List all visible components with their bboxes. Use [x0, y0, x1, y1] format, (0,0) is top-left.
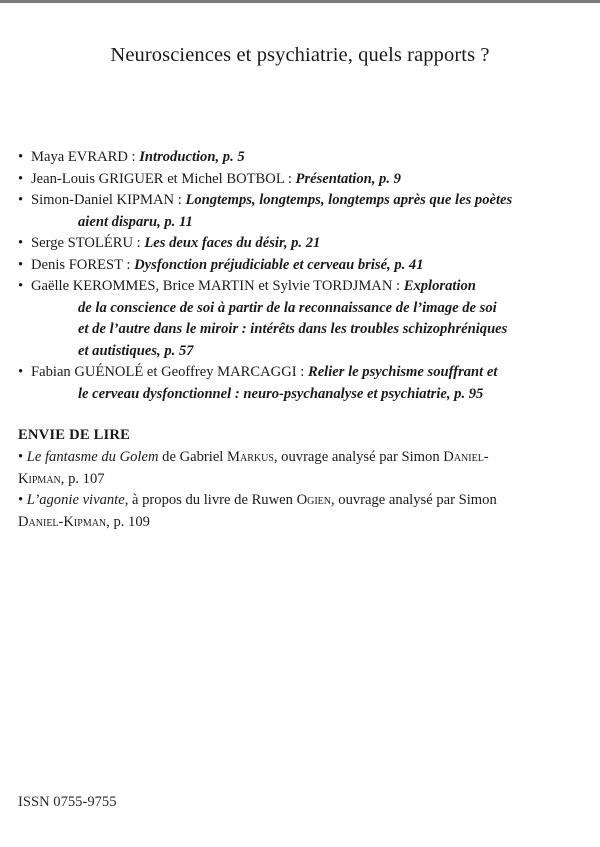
table-of-contents [18, 147, 588, 405]
toc-article-title: Relier le psychisme souffrant et [307, 364, 498, 380]
page-reference: , p. 109 [106, 513, 150, 530]
toc-article-title: Les deux faces du désir, p. 21 [144, 235, 321, 251]
book-title: Le fantasme du Golem [26, 449, 159, 465]
toc-author: Maya EVRARD : [31, 149, 140, 165]
item-text: à propos du livre de Ruwen [128, 492, 297, 508]
toc-article-title: Présentation, p. 9 [295, 170, 401, 187]
toc-item [18, 190, 588, 233]
page-title: Neurosciences et psychiatrie, quels rapports ? [110, 44, 490, 66]
bullet-icon: • [18, 278, 24, 294]
toc-article-title: Exploration [403, 278, 476, 294]
toc-item [18, 233, 588, 255]
toc-author: Serge STOLÉRU : [31, 235, 145, 251]
toc-author: Simon-Daniel KIPMAN : [31, 192, 186, 208]
bullet-icon: • [18, 492, 27, 508]
bullet-icon: • [18, 149, 24, 165]
reviewer-name-continued: Kipman [18, 470, 61, 487]
issn-number: ISSN 0755-9755 [18, 794, 117, 810]
bullet-icon: • [18, 256, 24, 273]
toc-article-title: Longtemps, longtemps, longtemps après que les poètes [185, 192, 513, 208]
toc-article-title: Introduction, p. 5 [139, 149, 245, 165]
toc-item [18, 255, 588, 277]
bullet-icon: • [18, 364, 24, 380]
toc-article-title-continued: et autistiques, p. 57 [78, 342, 194, 359]
toc-author: Denis FOREST : [31, 256, 135, 273]
top-rule [0, 0, 600, 3]
book-title: L’agonie vivante, [26, 492, 129, 508]
item-text: , ouvrage analysé par Simon [273, 449, 444, 465]
book-author: Ogien [296, 492, 331, 508]
bullet-icon: • [18, 449, 27, 465]
toc-item [18, 362, 588, 405]
reviewer-name: Daniel- [443, 449, 489, 465]
item-text: de Gabriel [158, 449, 227, 465]
section-heading: ENVIE DE LIRE [18, 427, 131, 443]
toc-item [18, 169, 588, 191]
toc-author: Fabian GUÉNOLÉ et Geoffrey MARCAGGI : [31, 364, 308, 380]
bullet-icon: • [18, 192, 24, 208]
toc-article-title-continued: le cerveau dysfonctionnel : neuro-psychanalyse et psychiatrie, p. 95 [78, 385, 484, 402]
reading-list [18, 447, 588, 533]
item-text: , ouvrage analysé par Simon [330, 492, 497, 508]
page-reference: , p. 107 [60, 470, 105, 487]
list-item [18, 447, 588, 490]
toc-item [18, 147, 588, 169]
toc-author: Gaëlle KEROMMES, Brice MARTIN et Sylvie TORDJMAN : [31, 278, 404, 294]
toc-article-title-continued: de la conscience de soi à partir de la reconnaissance de l’image de soi [78, 299, 497, 316]
book-author: Markus [227, 449, 274, 465]
toc-item [18, 276, 588, 362]
toc-article-title-continued: et de l’autre dans le miroir : intérêts dans les troubles schizophréniques [78, 321, 508, 337]
reviewer-name: Daniel-Kipman [18, 513, 107, 530]
bullet-icon: • [18, 170, 24, 187]
toc-author: Jean-Louis GRIGUER et Michel BOTBOL : [31, 170, 296, 187]
toc-article-title-continued: aient disparu, p. 11 [78, 213, 193, 230]
toc-article-title: Dysfonction préjudiciable et cerveau brisé, p. 41 [134, 256, 424, 273]
list-item [18, 490, 588, 533]
bullet-icon: • [18, 235, 24, 251]
